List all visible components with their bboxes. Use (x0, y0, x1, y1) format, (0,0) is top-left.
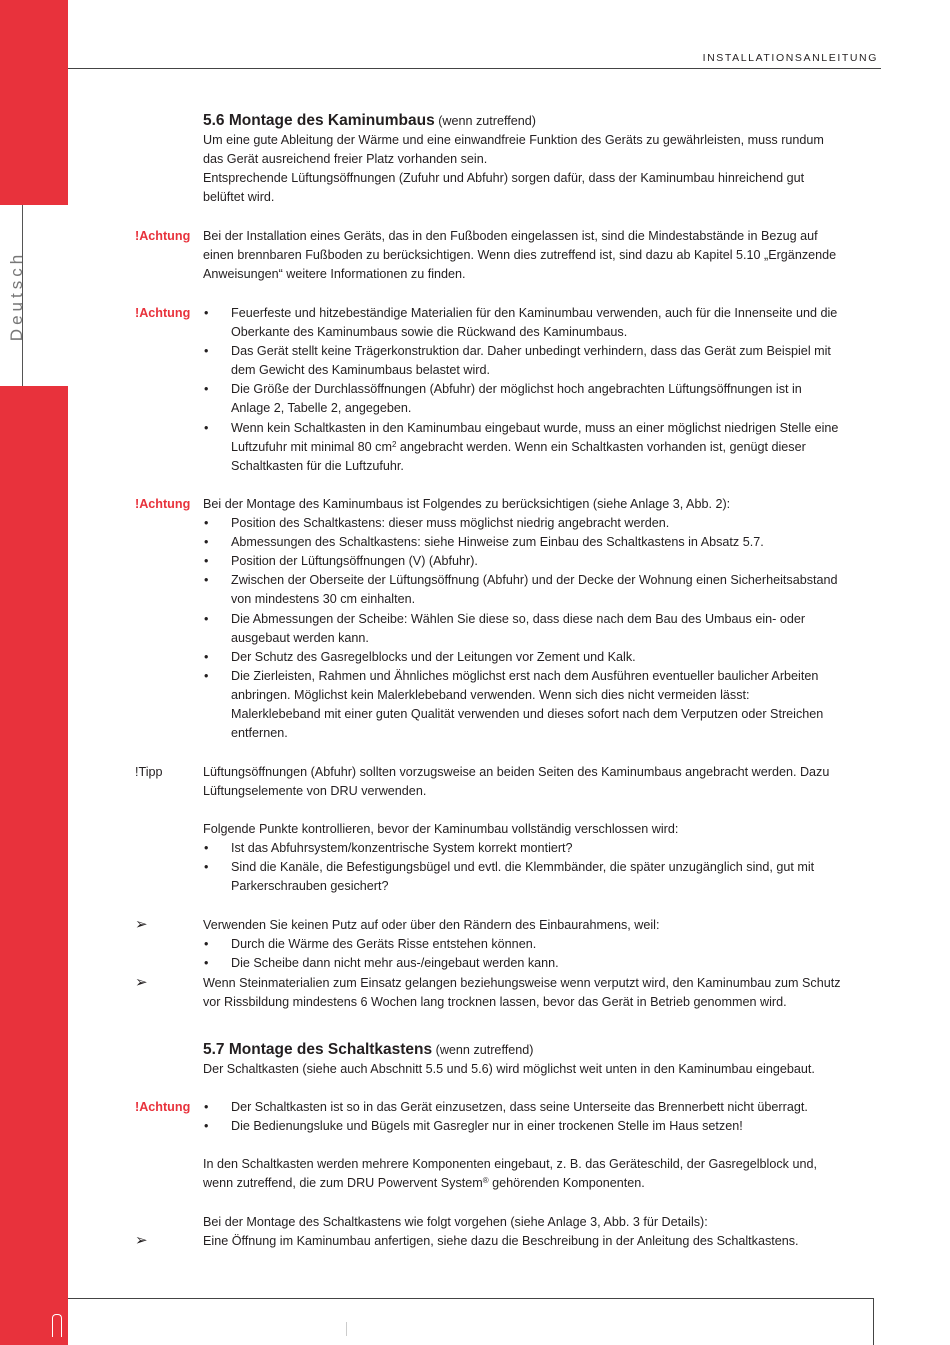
running-header: INSTALLATIONSANLEITUNG (702, 52, 878, 64)
warning-label: !Achtung (135, 306, 191, 320)
section-title-text: 5.7 Montage des Schaltkastens (203, 1041, 433, 1058)
paragraph-line: Wenn Steinmaterialien zum Einsatz gelangen beziehungsweise wenn verputzt wird, den Kaminumbau zum Schutz (203, 976, 841, 990)
paragraph-line: Bei der Installation eines Geräts, das in den Fußboden eingelassen ist, sind die Mindestabstände in Bezug auf (203, 229, 818, 243)
list-item: • Die Abmessungen der Scheibe: Wählen Sie diese so, dass diese nach dem Bau des Umbaus ein- oder ausgebaut werden kann. (203, 610, 879, 648)
footer-rule (68, 1298, 874, 1299)
margin-red-bar-bottom (0, 386, 68, 1345)
list-item: • Zwischen der Oberseite der Lüftungsöffnung (Abfuhr) und der Decke der Wohnung einen Sicherheitsabstand von mindestens 30 cm einhalten. (203, 571, 879, 609)
paragraph-line: In den Schaltkasten werden mehrere Komponenten eingebaut, z. B. das Geräteschild, der Gasregelblock und, (203, 1157, 817, 1171)
list-item: • Die Bedienungsluke und Bügels mit Gasregler nur in einer trockenen Stelle im Haus setzen! (203, 1117, 879, 1136)
section-title-note: (wenn zutreffend) (438, 114, 536, 128)
paragraph-line: das Gerät ausreichend freier Platz vorhanden sein. (203, 152, 488, 167)
paragraph-line: belüftet wird. (203, 190, 275, 205)
footer-rule-vertical (873, 1298, 874, 1345)
paragraph-line: einen brennbaren Fußboden zu berücksichtigen. Wenn dies zutreffend ist, sind dazu ab Kapitel 5.10 „Ergänzende (203, 248, 837, 263)
paragraph-line: Lüftungsöffnungen (Abfuhr) sollten vorzugsweise an beiden Seiten des Kaminumbaus angebracht werden. Dazu (203, 765, 830, 779)
arrow-bullet-icon: ➢ (135, 1232, 148, 1249)
paragraph-line: Bei der Montage des Schaltkastens wie folgt vorgehen (siehe Anlage 3, Abb. 3 für Details): (203, 1215, 708, 1229)
warning-list (203, 495, 879, 743)
warning-list (203, 304, 879, 476)
checklist (203, 820, 879, 896)
drying-note (203, 974, 879, 1012)
section-5-7 (203, 1040, 879, 1079)
list-item: • Wenn kein Schaltkasten in den Kaminumbau eingebaut wurde, muss an einer möglichst niedrigen Stelle eine Luftzufuhr mit minimal 80 $cm^2$ angebracht werden. Wenn ein Schaltkasten vorhanden ist, genügt dieser Schaltkasten für die Luftzufuhr. (203, 419, 879, 476)
paragraph-line: Der Schaltkasten (siehe auch Abschnitt 5.5 und 5.6) wird möglichst weit unten in den Kaminumbau eingebaut. (203, 1062, 815, 1077)
list-item: • Das Gerät stellt keine Trägerkonstruktion dar. Daher unbedingt verhindern, dass das Gerät zum Beispiel mit dem Gewicht des Kaminumbaus belastet wird. (203, 342, 879, 380)
steps-intro (203, 1213, 879, 1232)
section-title-note: (wenn zutreffend) (435, 1043, 534, 1057)
tip-label: !Tipp (135, 765, 163, 779)
warning-label: !Achtung (135, 229, 191, 243)
warning-label: !Achtung (135, 497, 191, 511)
arrow-bullet-icon: ➢ (135, 974, 148, 991)
list-item: • Durch die Wärme des Geräts Risse entstehen können. (203, 935, 879, 954)
arrow-bullet-icon: ➢ (135, 916, 148, 933)
list-item: • Position der Lüftungsöffnungen (V) (Abfuhr). (203, 552, 879, 571)
tip-text (203, 763, 879, 801)
step-text (203, 1232, 879, 1251)
list-item: • Der Schutz des Gasregelblocks und der Leitungen vor Zement und Kalk. (203, 648, 879, 667)
plaster-note (203, 916, 879, 973)
section-title (203, 111, 879, 131)
margin-red-bar-top (0, 0, 68, 205)
section-5-6 (203, 111, 879, 207)
warning-label: !Achtung (135, 1100, 191, 1114)
warning-text (203, 227, 879, 284)
list-item: • Die Größe der Durchlassöffnungen (Abfuhr) der möglichst hoch angebrachten Lüftungsöffnungen ist in Anlage 2, Tabelle 2, angegeben. (203, 380, 879, 418)
paragraph-line: Folgende Punkte kontrollieren, bevor der Kaminumbau vollständig verschlossen wird: (203, 822, 679, 836)
header-rule (68, 68, 881, 69)
page-mark-icon (52, 1314, 62, 1337)
list-item: • Feuerfeste und hitzebeständige Materialien für den Kaminumbau verwenden, auch für die Innenseite und die Oberkante des Kaminumbaus sowie die Rückwand des Kaminumbaus. (203, 304, 879, 342)
list-item: • Abmessungen des Schaltkastens: siehe Hinweise zum Einbau des Schaltkastens in Absatz 5.7. (203, 533, 879, 552)
components-paragraph (203, 1155, 879, 1193)
paragraph-line: Entsprechende Lüftungsöffnungen (Zufuhr und Abfuhr) sorgen dafür, dass der Kaminumbau hinreichend gut (203, 171, 805, 186)
paragraph-line: vor Rissbildung mindestens 6 Wochen lang trocknen lassen, bevor das Gerät in Betrieb genommen wird. (203, 995, 787, 1010)
paragraph-line: wenn zutreffend, die zum DRU Powervent System® gehörenden Komponenten. (203, 1176, 645, 1191)
list-item: • Die Zierleisten, Rahmen und Ähnliches möglichst erst nach dem Ausführen eventueller baulicher Arbeiten anbringen. Möglichst kein Malerklebeband verwenden. Wenn sich dies nicht vermeiden lässt: Malerklebeband mit einer guten Qualität verwenden und dieses sofort nach dem Verputzen oder Streichen entfernen. (203, 667, 879, 743)
paragraph-line: Lüftungselemente von DRU verwenden. (203, 784, 427, 799)
list-item: • Ist das Abfuhrsystem/konzentrische System korrekt montiert? (203, 839, 879, 858)
paragraph-line: Verwenden Sie keinen Putz auf oder über den Rändern des Einbaurahmens, weil: (203, 918, 660, 932)
list-item: • Sind die Kanäle, die Befestigungsbügel und evtl. die Klemmbänder, die später unzugänglich sind, gut mit Parkerschrauben gesichert? (203, 858, 879, 896)
footer-divider (346, 1322, 347, 1336)
language-tab (2, 250, 32, 342)
warning-list (203, 1098, 879, 1136)
paragraph-line: Eine Öffnung im Kaminumbau anfertigen, siehe dazu die Beschreibung in der Anleitung des Schaltkastens. (203, 1234, 799, 1248)
paragraph-line: Bei der Montage des Kaminumbaus ist Folgendes zu berücksichtigen (siehe Anlage 3, Abb. 2): (203, 497, 731, 511)
paragraph-line: Anweisungen“ weitere Informationen zu finden. (203, 267, 466, 282)
section-title (203, 1040, 879, 1060)
list-item: • Position des Schaltkastens: dieser muss möglichst niedrig angebracht werden. (203, 514, 879, 533)
language-label: Deutsch (7, 250, 26, 342)
list-item: • Die Scheibe dann nicht mehr aus-/eingebaut werden kann. (203, 954, 879, 973)
list-item: • Der Schaltkasten ist so in das Gerät einzusetzen, dass seine Unterseite das Brennerbett nicht überragt. (203, 1098, 879, 1117)
section-title-text: 5.6 Montage des Kaminumbaus (203, 112, 435, 129)
paragraph-line: Um eine gute Ableitung der Wärme und eine einwandfreie Funktion des Geräts zu gewährleisten, muss rundum (203, 133, 824, 148)
